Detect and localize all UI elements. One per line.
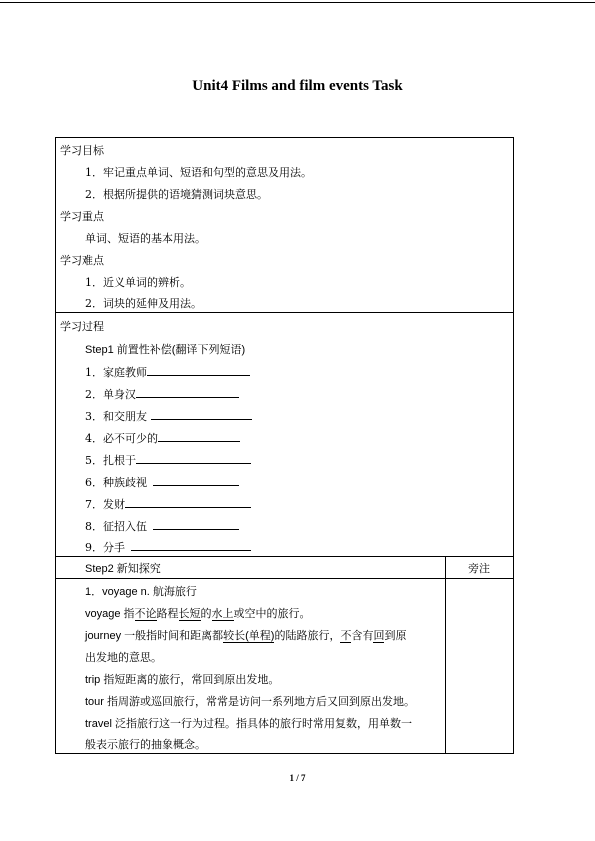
answer-blank[interactable] bbox=[147, 365, 250, 376]
phrase-item bbox=[85, 431, 240, 446]
travel-definition-cont: 般表示旅行的抽象概念。 bbox=[85, 738, 206, 751]
phrase-label: 5．扎根于 bbox=[85, 454, 136, 467]
difficulty-item: 1．近义单词的辨析。 bbox=[85, 276, 191, 289]
voyage-entry: 1．voyage n. 航海旅行 bbox=[85, 586, 197, 598]
answer-blank[interactable] bbox=[136, 453, 251, 464]
phrase-item bbox=[85, 540, 251, 555]
answer-blank[interactable] bbox=[158, 431, 240, 442]
phrase-label: 6．种族歧视 bbox=[85, 476, 147, 489]
phrase-item bbox=[85, 409, 252, 424]
phrase-label: 9．分手 bbox=[85, 541, 125, 554]
trip-definition: trip 指短距离的旅行，常回到原出发地。 bbox=[85, 674, 280, 686]
process-heading: 学习过程 bbox=[60, 320, 104, 333]
top-rule bbox=[0, 2, 595, 3]
answer-blank[interactable] bbox=[136, 387, 239, 398]
journey-definition-cont: 出发地的意思。 bbox=[85, 651, 162, 664]
key-points-text: 单词、短语的基本用法。 bbox=[85, 232, 206, 245]
travel-definition: travel 泛指旅行这一行为过程。指具体的旅行时常用复数，用单数一 bbox=[85, 718, 412, 730]
page-title: Unit4 Films and film events Task bbox=[192, 78, 403, 94]
answer-blank[interactable] bbox=[151, 409, 252, 420]
objectives-heading: 学习目标 bbox=[60, 144, 104, 157]
objective-item: 1．牢记重点单词、短语和句型的意思及用法。 bbox=[85, 166, 312, 179]
answer-blank[interactable] bbox=[125, 497, 251, 508]
phrase-label: 8．征招入伍 bbox=[85, 520, 147, 533]
difficulties-heading: 学习难点 bbox=[60, 254, 104, 267]
phrase-label: 3．和交朋友 bbox=[85, 410, 147, 423]
phrase-label: 4．必不可少的 bbox=[85, 432, 158, 445]
phrase-item bbox=[85, 497, 251, 512]
tour-definition: tour 指周游或巡回旅行，常常是访问一系列地方后又回到原出发地。 bbox=[85, 696, 416, 708]
step2-heading: Step2 新知探究 bbox=[85, 563, 161, 575]
difficulty-item: 2．词块的延伸及用法。 bbox=[85, 297, 202, 310]
answer-blank[interactable] bbox=[131, 540, 251, 551]
key-points-heading: 学习重点 bbox=[60, 210, 104, 223]
step1-heading: Step1 前置性补偿(翻译下列短语) bbox=[85, 344, 246, 356]
objective-item: 2．根据所提供的语境猜测词块意思。 bbox=[85, 188, 268, 201]
phrase-label: 1．家庭教师 bbox=[85, 366, 147, 379]
phrase-label: 7．发财 bbox=[85, 498, 125, 511]
phrase-item bbox=[85, 475, 239, 490]
voyage-definition: voyage 指不论路程长短的水上或空中的旅行。 bbox=[85, 608, 311, 620]
side-column-divider bbox=[445, 556, 446, 754]
phrase-item bbox=[85, 387, 239, 402]
phrase-label: 2．单身汉 bbox=[85, 388, 136, 401]
journey-definition: journey 一般指时间和距离都较长(单程)的陆路旅行，不含有回到原 bbox=[85, 630, 407, 642]
answer-blank[interactable] bbox=[153, 519, 239, 530]
row-divider-1 bbox=[55, 312, 514, 313]
phrase-item bbox=[85, 453, 251, 468]
side-notes-heading: 旁注 bbox=[468, 562, 490, 575]
phrase-item bbox=[85, 365, 250, 380]
page-number: 1 / 7 bbox=[289, 773, 306, 783]
phrase-item bbox=[85, 519, 239, 534]
answer-blank[interactable] bbox=[153, 475, 239, 486]
